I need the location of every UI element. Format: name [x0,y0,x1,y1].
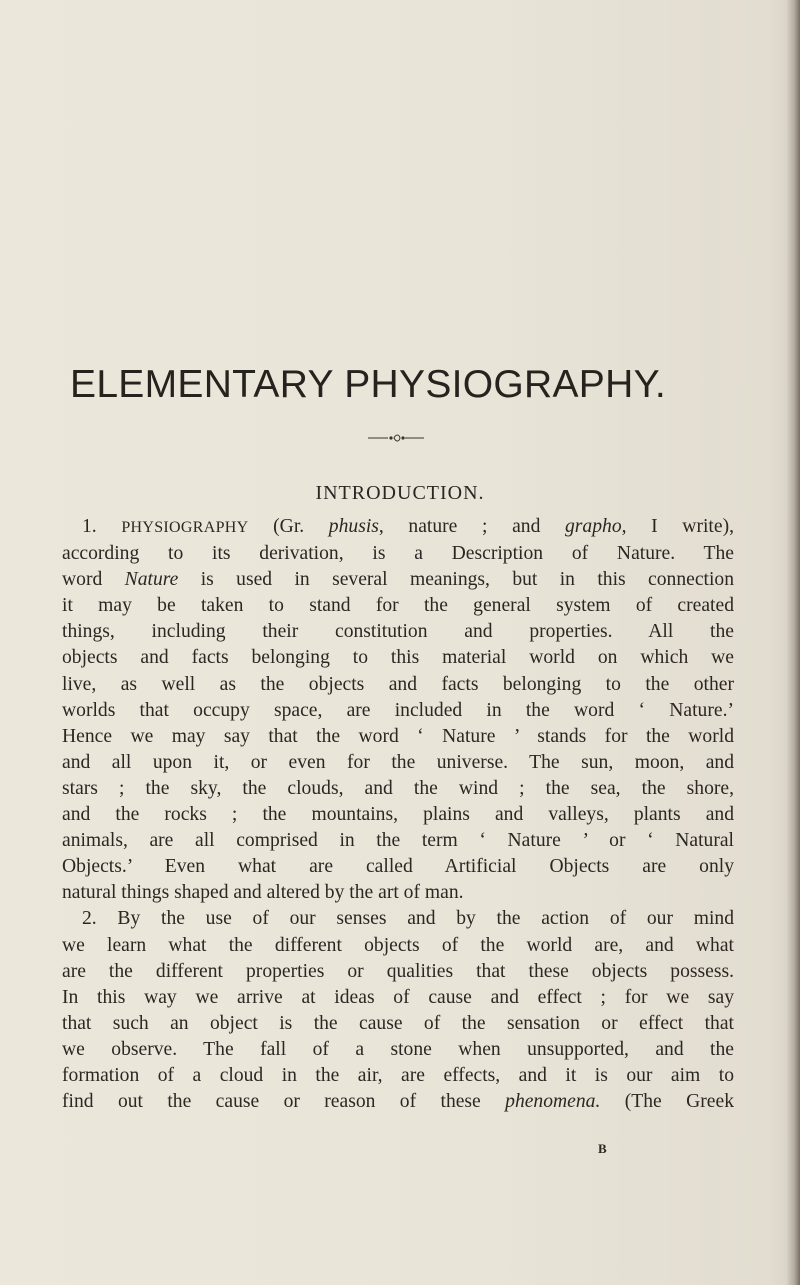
italic-term: Nature [124,569,179,591]
text-line [62,514,734,541]
text-run: 1. [82,516,122,537]
text-line [62,698,734,724]
text-run: animals, are all comprised in the term ‘ Nature ’ or ‘ Natural [62,830,734,852]
text-run: we learn what the different objects of the world are, and what [62,934,734,956]
signature-mark: B [598,1141,607,1156]
text-line [62,802,734,828]
text-run: formation of a cloud in the air, are effects, and it is our aim to [62,1064,734,1086]
text-line [62,854,734,880]
text-line [62,1011,734,1037]
body-text [62,514,734,1115]
text-run: live, as well as the objects and facts belonging to the other [62,673,734,695]
chapter-title: INTRODUCTION. [315,482,485,504]
text-line [62,593,734,619]
text-line [62,541,734,567]
text-line [62,1063,734,1089]
italic-term: phenomena. [505,1091,601,1113]
book-title: ELEMENTARY PHYSIOGRAPHY. [70,363,667,406]
text-line [62,672,734,698]
italic-term: grapho [565,516,622,537]
text-line [62,724,734,750]
text-line [62,645,734,671]
text-run: , nature ; and [378,516,565,537]
text-line [62,906,734,932]
text-line [62,750,734,776]
text-run: that such an object is the cause of the sensation or effect that [62,1012,734,1034]
text-line [62,776,734,802]
text-run: according to its derivation, is a Description of Nature. The [62,543,734,565]
page-edge-shadow [786,0,800,1285]
text-line [62,1037,734,1063]
text-run: 2. By the use of our senses and by the action of our mind [82,908,734,930]
text-run: we observe. The fall of a stone when unsupported, and the [62,1038,734,1060]
text-run: things, including their constitution and properties. All the [62,621,734,643]
text-run: stars ; the sky, the clouds, and the wind ; the sea, the shore, [62,777,734,799]
text-run: Objects.’ Even what are called Artificial Objects are only [62,856,734,878]
text-line [62,880,734,906]
text-line [62,619,734,645]
text-run: word [62,569,125,591]
text-run: it may be taken to stand for the general system of created [62,595,734,617]
text-run: objects and facts belonging to this material world on which we [62,647,734,669]
text-run: find out the cause or reason of these [62,1091,506,1113]
text-run: worlds that occupy space, are included in the word ‘ Nature.’ [62,699,734,721]
text-run: (The Greek [600,1091,734,1113]
italic-term: phusis [328,516,379,537]
text-line [62,828,734,854]
text-run: and the rocks ; the mountains, plains and valleys, plants and [62,804,734,826]
text-line [62,933,734,959]
text-line [62,567,734,593]
text-line [62,985,734,1011]
text-run: In this way we arrive at ideas of cause and effect ; for we say [62,986,734,1008]
text-run: are the different properties or qualities that these objects possess. [62,960,734,982]
text-run: natural things shaped and altered by the art of man. [62,882,464,904]
ornament-divider [368,433,424,443]
text-run: Hence we may say that the word ‘ Nature ’ stands for the world [62,725,734,747]
small-caps-term: PHYSIOGRAPHY [121,519,249,536]
text-run: (Gr. [248,516,329,537]
text-run: , I write), [621,516,734,537]
text-run: is used in several meanings, but in this connection [178,569,734,591]
text-line [62,1089,734,1115]
text-line [62,959,734,985]
text-run: and all upon it, or even for the universe. The sun, moon, and [62,751,734,773]
